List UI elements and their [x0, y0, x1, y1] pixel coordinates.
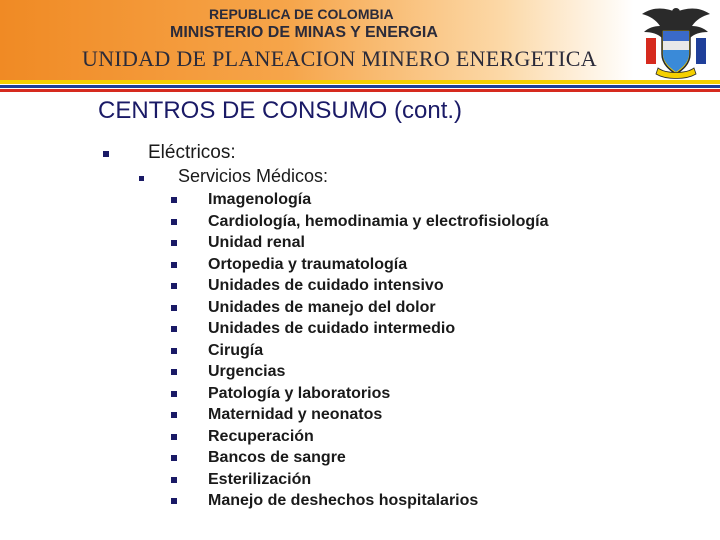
list-item: Cirugía: [170, 340, 549, 362]
bullet-icon: [171, 326, 177, 332]
coat-of-arms-icon: [636, 2, 716, 82]
list-item: Patología y laboratorios: [170, 383, 549, 405]
list-item: Urgencias: [170, 361, 549, 383]
list-item: Bancos de sangre: [170, 447, 549, 469]
list-item: Imagenología: [170, 189, 549, 211]
list-item: Ortopedia y traumatología: [170, 254, 549, 276]
bullet-icon: [171, 455, 177, 461]
header-unit: UNIDAD DE PLANEACION MINERO ENERGETICA: [82, 46, 597, 71]
header-banner: [0, 0, 720, 80]
list-item: Maternidad y neonatos: [170, 404, 549, 426]
list-item: Unidades de manejo del dolor: [170, 297, 549, 319]
bullet-icon: [171, 391, 177, 397]
bullet-icon: [171, 477, 177, 483]
level2-heading: Servicios Médicos:: [178, 166, 329, 186]
bullet-level1: [103, 151, 109, 157]
bullet-icon: [171, 412, 177, 418]
list-item: Recuperación: [170, 426, 549, 448]
list-item: Manejo de deshechos hospitalarios: [170, 490, 549, 512]
bullet-icon: [171, 498, 177, 504]
level1-heading: Eléctricos:: [148, 142, 236, 163]
list-item: Unidades de cuidado intermedio: [170, 318, 549, 340]
header-ministry: MINISTERIO DE MINAS Y ENERGIA: [170, 24, 438, 41]
bullet-icon: [171, 219, 177, 225]
bullet-icon: [171, 369, 177, 375]
bullet-icon: [171, 262, 177, 268]
services-list: [170, 189, 549, 512]
list-item: Esterilización: [170, 469, 549, 491]
bullet-icon: [171, 434, 177, 440]
bullet-icon: [171, 240, 177, 246]
bullet-icon: [171, 283, 177, 289]
bullet-level2: [139, 176, 144, 181]
bullet-icon: [171, 348, 177, 354]
flag-stripes: [0, 80, 720, 93]
bullet-icon: [171, 305, 177, 311]
bullet-icon: [171, 197, 177, 203]
list-item: Unidades de cuidado intensivo: [170, 275, 549, 297]
list-item: Unidad renal: [170, 232, 549, 254]
header-republic: REPUBLICA DE COLOMBIA: [209, 6, 394, 22]
list-item: Cardiología, hemodinamia y electrofisiología: [170, 211, 549, 233]
slide-title: CENTROS DE CONSUMO (cont.): [98, 97, 463, 124]
